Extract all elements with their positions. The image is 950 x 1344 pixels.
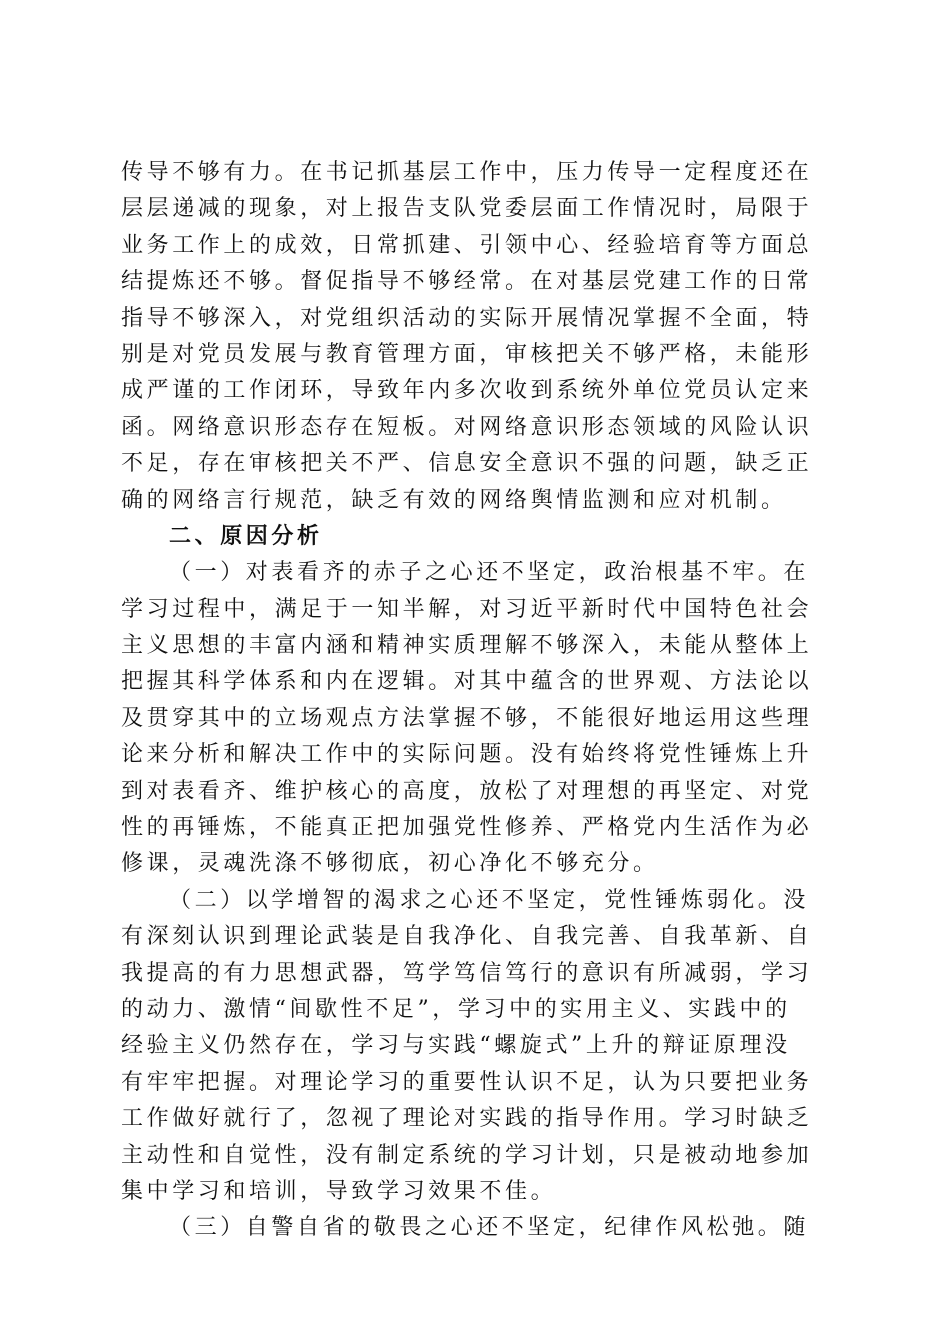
section-heading: 二、原因分析 xyxy=(169,523,323,549)
text-line: 我提高的有力思想武器，笃学笃信笃行的意识有所减弱，学习 xyxy=(121,960,813,986)
text-line: 层层递减的现象，对上报告支队党委层面工作情况时，局限于 xyxy=(121,196,813,222)
text-line: 及贯穿其中的立场观点方法掌握不够，不能很好地运用这些理 xyxy=(121,705,813,731)
text-line: 集中学习和培训，导致学习效果不佳。 xyxy=(121,1178,557,1204)
text-line: 业务工作上的成效，日常抓建、引领中心、经验培育等方面总 xyxy=(121,232,813,258)
paragraph-2 xyxy=(121,555,827,883)
text-line: （三）自警自省的敬畏之心还不坚定，纪律作风松弛。随 xyxy=(169,1215,810,1241)
text-line: （二）以学增智的渴求之心还不坚定，党性锤炼弱化。没 xyxy=(169,887,810,913)
text-line: 把握其科学体系和内在逻辑。对其中蕴含的世界观、方法论以 xyxy=(121,669,813,695)
paragraph-1 xyxy=(121,155,827,519)
text-line: 传导不够有力。在书记抓基层工作中，压力传导一定程度还在 xyxy=(121,160,813,185)
text-line: 主义思想的丰富内涵和精神实质理解不够深入，未能从整体上 xyxy=(121,633,813,659)
text-line: 确的网络言行规范，缺乏有效的网络舆情监测和应对机制。 xyxy=(121,487,787,513)
text-line: 有牢牢把握。对理论学习的重要性认识不足，认为只要把业务 xyxy=(121,1069,813,1095)
text-line: 经验主义仍然存在，学习与实践“螺旋式”上升的辩证原理没 xyxy=(121,1033,791,1059)
text-line: 指导不够深入，对党组织活动的实际开展情况掌握不全面，特 xyxy=(121,305,813,331)
text-line: 主动性和自觉性，没有制定系统的学习计划，只是被动地参加 xyxy=(121,1142,813,1168)
text-line: 性的再锤炼，不能真正把加强党性修养、严格党内生活作为必 xyxy=(121,815,813,841)
text-line: 到对表看齐、维护核心的高度，放松了对理想的再坚定、对党 xyxy=(121,778,813,804)
document-page xyxy=(121,155,827,1247)
text-line: 别是对党员发展与教育管理方面，审核把关不够严格，未能形 xyxy=(121,341,813,367)
text-line: 工作做好就行了，忽视了理论对实践的指导作用。学习时缺乏 xyxy=(121,1106,813,1132)
text-line: 有深刻认识到理论武装是自我净化、自我完善、自我革新、自 xyxy=(121,924,813,950)
text-line: （一）对表看齐的赤子之心还不坚定，政治根基不牢。在 xyxy=(169,560,810,586)
text-line: 成严谨的工作闭环，导致年内多次收到系统外单位党员认定来 xyxy=(121,378,813,404)
text-line: 修课，灵魂洗涤不够彻底，初心净化不够充分。 xyxy=(121,851,659,877)
text-line: 不足，存在审核把关不严、信息安全意识不强的问题，缺乏正 xyxy=(121,451,813,477)
text-line: 学习过程中，满足于一知半解，对习近平新时代中国特色社会 xyxy=(121,596,813,622)
text-line: 的动力、激情“间歇性不足”，学习中的实用主义、实践中的 xyxy=(121,996,791,1022)
paragraph-3 xyxy=(121,883,827,1211)
text-line: 论来分析和解决工作中的实际问题。没有始终将党性锤炼上升 xyxy=(121,742,813,768)
paragraph-4 xyxy=(121,1210,827,1246)
text-line: 结提炼还不够。督促指导不够经常。在对基层党建工作的日常 xyxy=(121,269,813,295)
text-line: 函。网络意识形态存在短板。对网络意识形态领域的风险认识 xyxy=(121,414,813,440)
